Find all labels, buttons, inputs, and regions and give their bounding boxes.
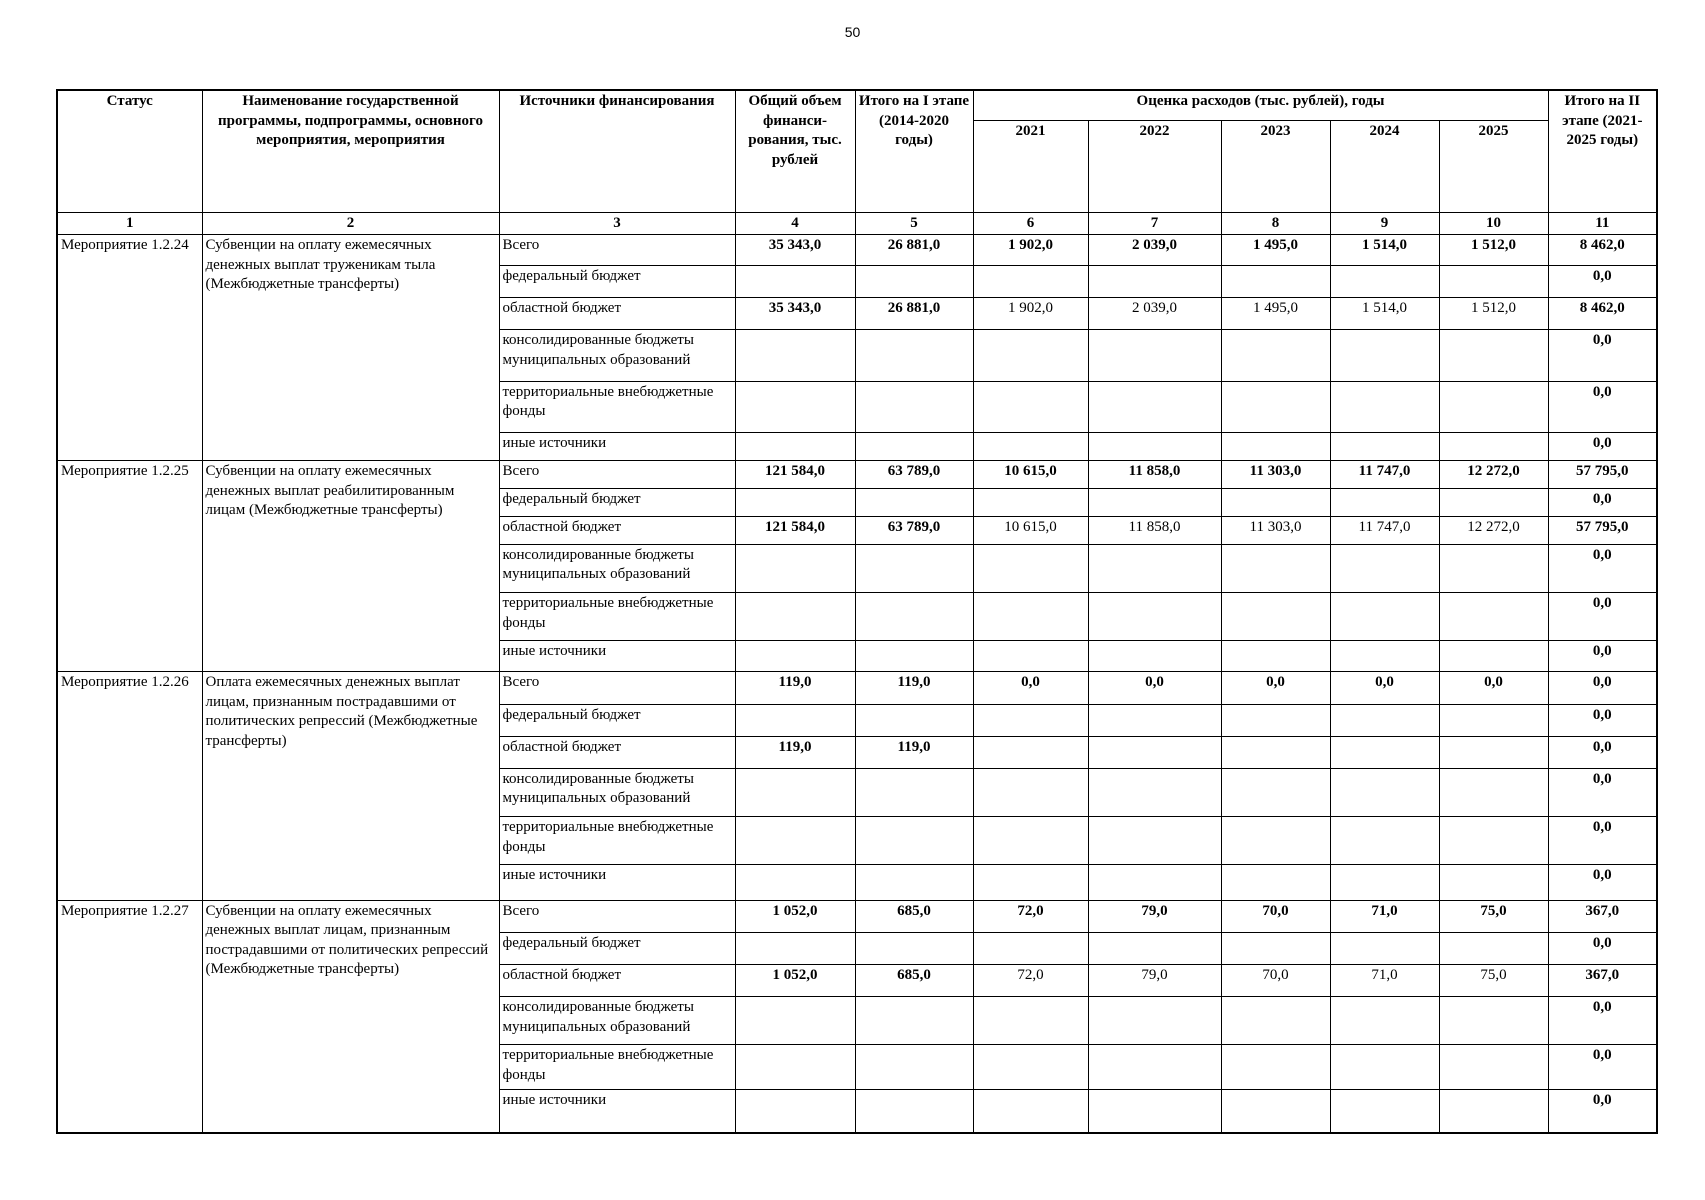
value-cell: 10 615,0 xyxy=(973,516,1088,544)
value-cell: 11 303,0 xyxy=(1221,516,1330,544)
value-cell: 119,0 xyxy=(855,672,973,704)
value-cell xyxy=(1330,381,1439,432)
header-year: 2021 xyxy=(973,120,1088,212)
value-cell xyxy=(735,1045,855,1090)
value-cell xyxy=(973,266,1088,298)
value-cell xyxy=(1088,544,1221,592)
value-cell: 0,0 xyxy=(1548,1090,1657,1133)
value-cell xyxy=(1088,817,1221,865)
value-cell: 367,0 xyxy=(1548,900,1657,932)
header-stage2: Итого на II этапе (2021-2025 годы) xyxy=(1548,90,1657,212)
value-cell xyxy=(1330,704,1439,736)
value-cell xyxy=(1330,932,1439,964)
funding-source: Всего xyxy=(499,461,735,489)
value-cell: 0,0 xyxy=(1548,768,1657,816)
funding-source: Всего xyxy=(499,900,735,932)
value-cell: 0,0 xyxy=(1548,266,1657,298)
value-cell xyxy=(973,1090,1088,1133)
value-cell xyxy=(1221,865,1330,900)
value-cell xyxy=(1221,817,1330,865)
column-number: 10 xyxy=(1439,212,1548,235)
value-cell xyxy=(1439,381,1548,432)
value-cell: 1 052,0 xyxy=(735,964,855,996)
value-cell: 1 495,0 xyxy=(1221,235,1330,266)
value-cell xyxy=(1330,817,1439,865)
value-cell: 35 343,0 xyxy=(735,298,855,330)
value-cell xyxy=(735,1090,855,1133)
column-number: 8 xyxy=(1221,212,1330,235)
value-cell xyxy=(735,932,855,964)
value-cell xyxy=(1330,641,1439,672)
value-cell xyxy=(1221,932,1330,964)
funding-source: иные источники xyxy=(499,865,735,900)
funding-source: иные источники xyxy=(499,433,735,461)
value-cell xyxy=(735,865,855,900)
value-cell xyxy=(973,544,1088,592)
measure-status: Мероприятие 1.2.24 xyxy=(57,235,202,461)
value-cell: 26 881,0 xyxy=(855,298,973,330)
value-cell xyxy=(973,817,1088,865)
value-cell: 1 052,0 xyxy=(735,900,855,932)
value-cell xyxy=(855,330,973,381)
value-cell xyxy=(735,433,855,461)
value-cell: 1 495,0 xyxy=(1221,298,1330,330)
value-cell xyxy=(973,381,1088,432)
value-cell xyxy=(1088,330,1221,381)
value-cell xyxy=(1221,433,1330,461)
value-cell xyxy=(855,865,973,900)
value-cell: 685,0 xyxy=(855,964,973,996)
value-cell xyxy=(1330,489,1439,517)
value-cell xyxy=(855,489,973,517)
value-cell: 121 584,0 xyxy=(735,516,855,544)
value-cell xyxy=(1439,266,1548,298)
value-cell: 2 039,0 xyxy=(1088,298,1221,330)
funding-source: Всего xyxy=(499,672,735,704)
measure-name: Оплата ежемесячных денежных выплат лицам, признанным пострадавшими от политических репрессий (Межбюджетные трансферты) xyxy=(202,672,499,900)
value-cell xyxy=(1221,381,1330,432)
value-cell xyxy=(1221,593,1330,641)
value-cell: 57 795,0 xyxy=(1548,516,1657,544)
value-cell: 119,0 xyxy=(855,736,973,768)
value-cell xyxy=(855,704,973,736)
value-cell: 367,0 xyxy=(1548,964,1657,996)
value-cell: 70,0 xyxy=(1221,964,1330,996)
value-cell xyxy=(1221,1045,1330,1090)
value-cell: 0,0 xyxy=(1088,672,1221,704)
value-cell: 11 303,0 xyxy=(1221,461,1330,489)
header-status: Статус xyxy=(57,90,202,212)
column-number: 3 xyxy=(499,212,735,235)
value-cell xyxy=(1221,641,1330,672)
value-cell: 0,0 xyxy=(1548,672,1657,704)
column-number: 6 xyxy=(973,212,1088,235)
column-number: 4 xyxy=(735,212,855,235)
value-cell xyxy=(735,489,855,517)
value-cell xyxy=(1088,593,1221,641)
value-cell xyxy=(735,768,855,816)
value-cell: 35 343,0 xyxy=(735,235,855,266)
value-cell: 0,0 xyxy=(1548,932,1657,964)
measure-status: Мероприятие 1.2.26 xyxy=(57,672,202,900)
value-cell xyxy=(1088,865,1221,900)
value-cell: 0,0 xyxy=(1548,381,1657,432)
funding-source: территориальные внебюджетные фонды xyxy=(499,817,735,865)
value-cell xyxy=(735,544,855,592)
value-cell: 0,0 xyxy=(973,672,1088,704)
value-cell: 0,0 xyxy=(1548,433,1657,461)
column-number: 7 xyxy=(1088,212,1221,235)
value-cell xyxy=(1330,544,1439,592)
value-cell: 0,0 xyxy=(1548,489,1657,517)
value-cell: 119,0 xyxy=(735,672,855,704)
measure-status: Мероприятие 1.2.27 xyxy=(57,900,202,1133)
column-number: 2 xyxy=(202,212,499,235)
value-cell xyxy=(1439,544,1548,592)
funding-source: федеральный бюджет xyxy=(499,932,735,964)
value-cell xyxy=(1221,330,1330,381)
value-cell: 0,0 xyxy=(1330,672,1439,704)
funding-source: консолидированные бюджеты муниципальных образований xyxy=(499,768,735,816)
column-number: 5 xyxy=(855,212,973,235)
value-cell: 1 514,0 xyxy=(1330,298,1439,330)
value-cell xyxy=(855,641,973,672)
value-cell xyxy=(973,489,1088,517)
value-cell: 8 462,0 xyxy=(1548,298,1657,330)
value-cell: 0,0 xyxy=(1548,330,1657,381)
value-cell: 1 902,0 xyxy=(973,235,1088,266)
value-cell: 121 584,0 xyxy=(735,461,855,489)
value-cell: 1 514,0 xyxy=(1330,235,1439,266)
value-cell xyxy=(1330,433,1439,461)
value-cell: 0,0 xyxy=(1548,817,1657,865)
value-cell xyxy=(1088,641,1221,672)
value-cell xyxy=(1330,330,1439,381)
funding-source: федеральный бюджет xyxy=(499,489,735,517)
funding-source: иные источники xyxy=(499,641,735,672)
value-cell xyxy=(1088,489,1221,517)
table-row xyxy=(57,235,1657,266)
value-cell xyxy=(1088,1090,1221,1133)
value-cell: 0,0 xyxy=(1221,672,1330,704)
value-cell: 1 512,0 xyxy=(1439,235,1548,266)
value-cell: 1 512,0 xyxy=(1439,298,1548,330)
value-cell xyxy=(855,1090,973,1133)
value-cell xyxy=(1439,593,1548,641)
value-cell xyxy=(1088,433,1221,461)
value-cell xyxy=(855,1045,973,1090)
value-cell: 0,0 xyxy=(1548,593,1657,641)
value-cell: 11 747,0 xyxy=(1330,516,1439,544)
page-number: 50 xyxy=(844,24,861,40)
column-number: 9 xyxy=(1330,212,1439,235)
value-cell xyxy=(973,1045,1088,1090)
value-cell xyxy=(1088,381,1221,432)
value-cell xyxy=(1088,1045,1221,1090)
value-cell: 0,0 xyxy=(1548,704,1657,736)
value-cell xyxy=(735,330,855,381)
header-year: 2023 xyxy=(1221,120,1330,212)
value-cell xyxy=(1088,704,1221,736)
funding-source: Всего xyxy=(499,235,735,266)
value-cell: 57 795,0 xyxy=(1548,461,1657,489)
value-cell: 79,0 xyxy=(1088,900,1221,932)
value-cell: 71,0 xyxy=(1330,964,1439,996)
value-cell: 11 747,0 xyxy=(1330,461,1439,489)
funding-source: территориальные внебюджетные фонды xyxy=(499,593,735,641)
value-cell xyxy=(1439,817,1548,865)
value-cell xyxy=(1221,768,1330,816)
value-cell: 63 789,0 xyxy=(855,461,973,489)
value-cell xyxy=(1088,736,1221,768)
value-cell: 71,0 xyxy=(1330,900,1439,932)
value-cell: 75,0 xyxy=(1439,900,1548,932)
value-cell xyxy=(855,266,973,298)
value-cell: 685,0 xyxy=(855,900,973,932)
value-cell xyxy=(1330,1090,1439,1133)
value-cell: 72,0 xyxy=(973,900,1088,932)
funding-source: федеральный бюджет xyxy=(499,266,735,298)
value-cell: 11 858,0 xyxy=(1088,461,1221,489)
funding-source: консолидированные бюджеты муниципальных образований xyxy=(499,997,735,1045)
measure-name: Субвенции на оплату ежемесячных денежных выплат труженикам тыла (Межбюджетные трансферты) xyxy=(202,235,499,461)
value-cell xyxy=(973,433,1088,461)
value-cell xyxy=(1439,1045,1548,1090)
value-cell: 0,0 xyxy=(1548,997,1657,1045)
funding-source: областной бюджет xyxy=(499,298,735,330)
value-cell xyxy=(1221,997,1330,1045)
value-cell xyxy=(1439,1090,1548,1133)
table-row xyxy=(57,672,1657,704)
value-cell: 0,0 xyxy=(1548,736,1657,768)
funding-source: консолидированные бюджеты муниципальных образований xyxy=(499,330,735,381)
header-total: Общий объем финанси-рования, тыс. рублей xyxy=(735,90,855,212)
funding-source: областной бюджет xyxy=(499,736,735,768)
value-cell xyxy=(1330,266,1439,298)
value-cell: 75,0 xyxy=(1439,964,1548,996)
value-cell xyxy=(855,997,973,1045)
value-cell: 1 902,0 xyxy=(973,298,1088,330)
value-cell xyxy=(1439,641,1548,672)
value-cell xyxy=(855,768,973,816)
value-cell xyxy=(1439,768,1548,816)
value-cell xyxy=(1439,736,1548,768)
value-cell: 0,0 xyxy=(1439,672,1548,704)
value-cell xyxy=(1221,266,1330,298)
column-number: 11 xyxy=(1548,212,1657,235)
value-cell: 0,0 xyxy=(1548,1045,1657,1090)
value-cell: 2 039,0 xyxy=(1088,235,1221,266)
column-number: 1 xyxy=(57,212,202,235)
header-name: Наименование государственной программы, подпрограммы, основного мероприятия, мероприятия xyxy=(202,90,499,212)
header-year: 2025 xyxy=(1439,120,1548,212)
table-row xyxy=(57,461,1657,489)
value-cell xyxy=(1221,736,1330,768)
value-cell xyxy=(735,704,855,736)
value-cell xyxy=(855,932,973,964)
funding-source: территориальные внебюджетные фонды xyxy=(499,1045,735,1090)
value-cell: 0,0 xyxy=(1548,865,1657,900)
value-cell: 12 272,0 xyxy=(1439,516,1548,544)
value-cell: 63 789,0 xyxy=(855,516,973,544)
value-cell: 0,0 xyxy=(1548,641,1657,672)
value-cell xyxy=(1330,865,1439,900)
value-cell xyxy=(1439,489,1548,517)
value-cell xyxy=(855,433,973,461)
value-cell xyxy=(1439,433,1548,461)
expenditure-table xyxy=(56,89,1658,1134)
funding-source: областной бюджет xyxy=(499,964,735,996)
value-cell xyxy=(973,736,1088,768)
value-cell xyxy=(855,381,973,432)
value-cell: 12 272,0 xyxy=(1439,461,1548,489)
value-cell xyxy=(735,381,855,432)
value-cell xyxy=(855,817,973,865)
value-cell: 70,0 xyxy=(1221,900,1330,932)
header-stage1: Итого на I этапе (2014-2020 годы) xyxy=(855,90,973,212)
value-cell xyxy=(973,997,1088,1045)
header-estimate: Оценка расходов (тыс. рублей), годы xyxy=(973,90,1548,120)
value-cell: 11 858,0 xyxy=(1088,516,1221,544)
value-cell: 10 615,0 xyxy=(973,461,1088,489)
value-cell xyxy=(855,544,973,592)
value-cell xyxy=(1439,932,1548,964)
value-cell xyxy=(735,593,855,641)
value-cell: 119,0 xyxy=(735,736,855,768)
value-cell: 79,0 xyxy=(1088,964,1221,996)
value-cell: 72,0 xyxy=(973,964,1088,996)
value-cell xyxy=(1439,330,1548,381)
value-cell xyxy=(1088,997,1221,1045)
value-cell xyxy=(1221,704,1330,736)
value-cell xyxy=(973,593,1088,641)
value-cell xyxy=(735,997,855,1045)
header-year: 2024 xyxy=(1330,120,1439,212)
value-cell xyxy=(1088,768,1221,816)
value-cell: 26 881,0 xyxy=(855,235,973,266)
header-year: 2022 xyxy=(1088,120,1221,212)
funding-source: консолидированные бюджеты муниципальных образований xyxy=(499,544,735,592)
value-cell xyxy=(735,817,855,865)
value-cell xyxy=(973,641,1088,672)
value-cell xyxy=(1088,932,1221,964)
value-cell xyxy=(1221,489,1330,517)
value-cell xyxy=(1330,593,1439,641)
value-cell xyxy=(973,932,1088,964)
measure-status: Мероприятие 1.2.25 xyxy=(57,461,202,672)
value-cell: 8 462,0 xyxy=(1548,235,1657,266)
measure-name: Субвенции на оплату ежемесячных денежных выплат лицам, признанным пострадавшими от политических репрессий (Межбюджетные трансферты) xyxy=(202,900,499,1133)
value-cell xyxy=(855,593,973,641)
value-cell xyxy=(1221,544,1330,592)
value-cell xyxy=(735,641,855,672)
funding-source: областной бюджет xyxy=(499,516,735,544)
header-sources: Источники финансирования xyxy=(499,90,735,212)
value-cell xyxy=(1439,704,1548,736)
value-cell xyxy=(973,704,1088,736)
value-cell xyxy=(1221,1090,1330,1133)
value-cell xyxy=(973,330,1088,381)
value-cell xyxy=(1088,266,1221,298)
measure-name: Субвенции на оплату ежемесячных денежных выплат реабилитированным лицам (Межбюджетные трансферты) xyxy=(202,461,499,672)
value-cell xyxy=(1330,997,1439,1045)
value-cell xyxy=(735,266,855,298)
table-row xyxy=(57,900,1657,932)
value-cell xyxy=(1439,997,1548,1045)
value-cell: 0,0 xyxy=(1548,544,1657,592)
value-cell xyxy=(1439,865,1548,900)
funding-source: федеральный бюджет xyxy=(499,704,735,736)
value-cell xyxy=(1330,1045,1439,1090)
value-cell xyxy=(1330,736,1439,768)
funding-source: территориальные внебюджетные фонды xyxy=(499,381,735,432)
funding-source: иные источники xyxy=(499,1090,735,1133)
value-cell xyxy=(973,865,1088,900)
value-cell xyxy=(1330,768,1439,816)
value-cell xyxy=(973,768,1088,816)
